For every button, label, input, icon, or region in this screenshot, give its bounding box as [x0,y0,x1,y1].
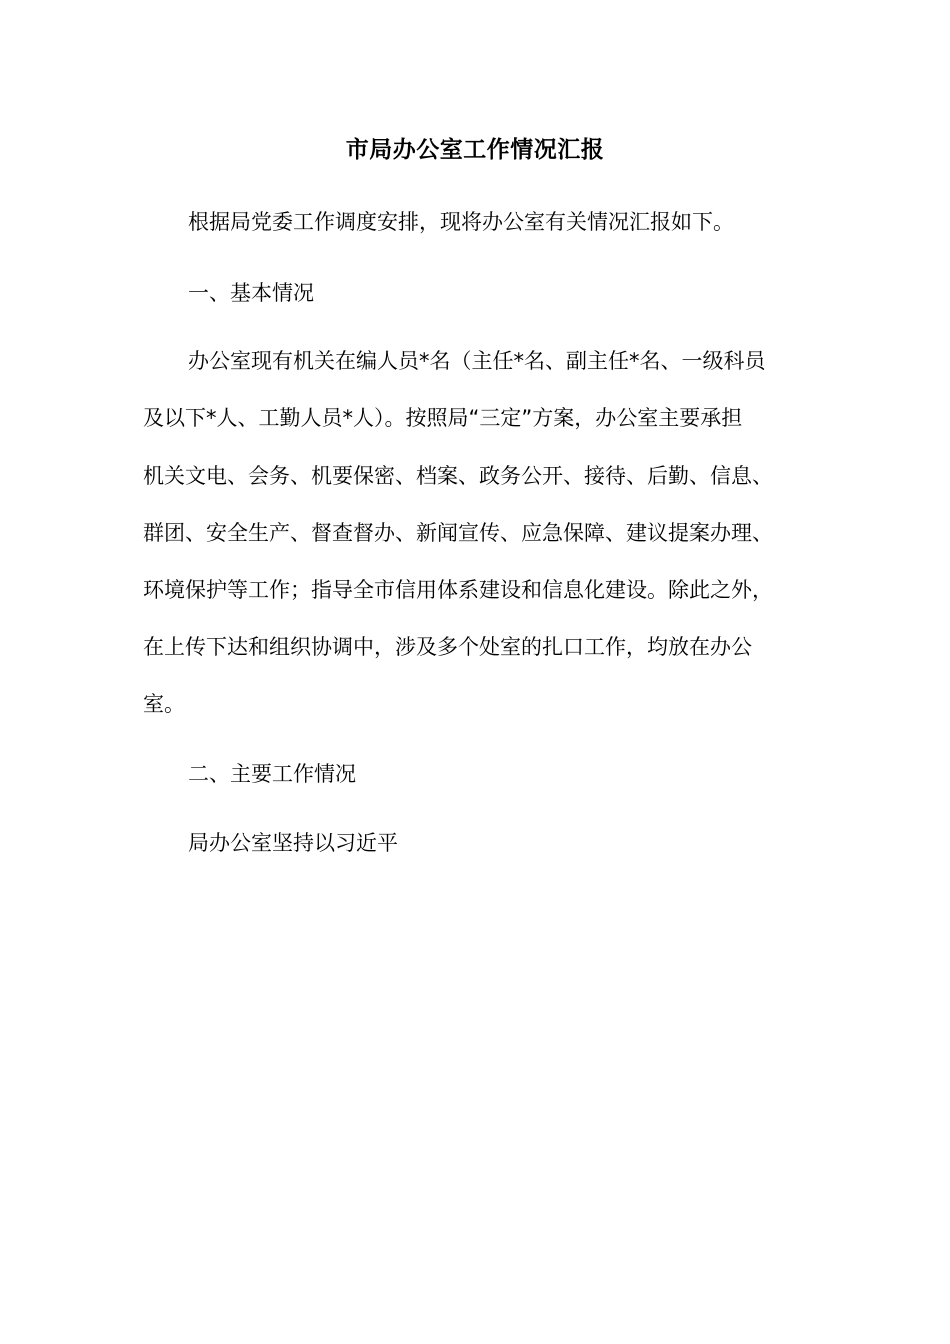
section-heading-main-work: 二、主要工作情况 [188,762,356,786]
body-line: 室。 [143,692,185,716]
section2-paragraph: 局办公室坚持以习近平 [188,831,398,855]
body-line: 环境保护等工作；指导全市信用体系建设和信息化建设。除此之外， [143,578,773,602]
intro-paragraph: 根据局党委工作调度安排，现将办公室有关情况汇报如下。 [188,210,734,234]
body-line: 办公室现有机关在编人员*名（主任*名、副主任*名、一级科员 [188,349,766,373]
section-heading-basic-situation: 一、基本情况 [188,281,314,305]
document-title: 市局办公室工作情况汇报 [345,137,605,163]
body-line: 群团、安全生产、督查督办、新闻宣传、应急保障、建议提案办理、 [143,521,773,545]
body-line: 及以下*人、工勤人员*人）。按照局“三定”方案，办公室主要承担 [143,406,743,430]
body-line: 机关文电、会务、机要保密、档案、政务公开、接待、后勤、信息、 [143,464,773,488]
body-line: 在上传下达和组织协调中，涉及多个处室的扎口工作，均放在办公 [143,635,752,659]
